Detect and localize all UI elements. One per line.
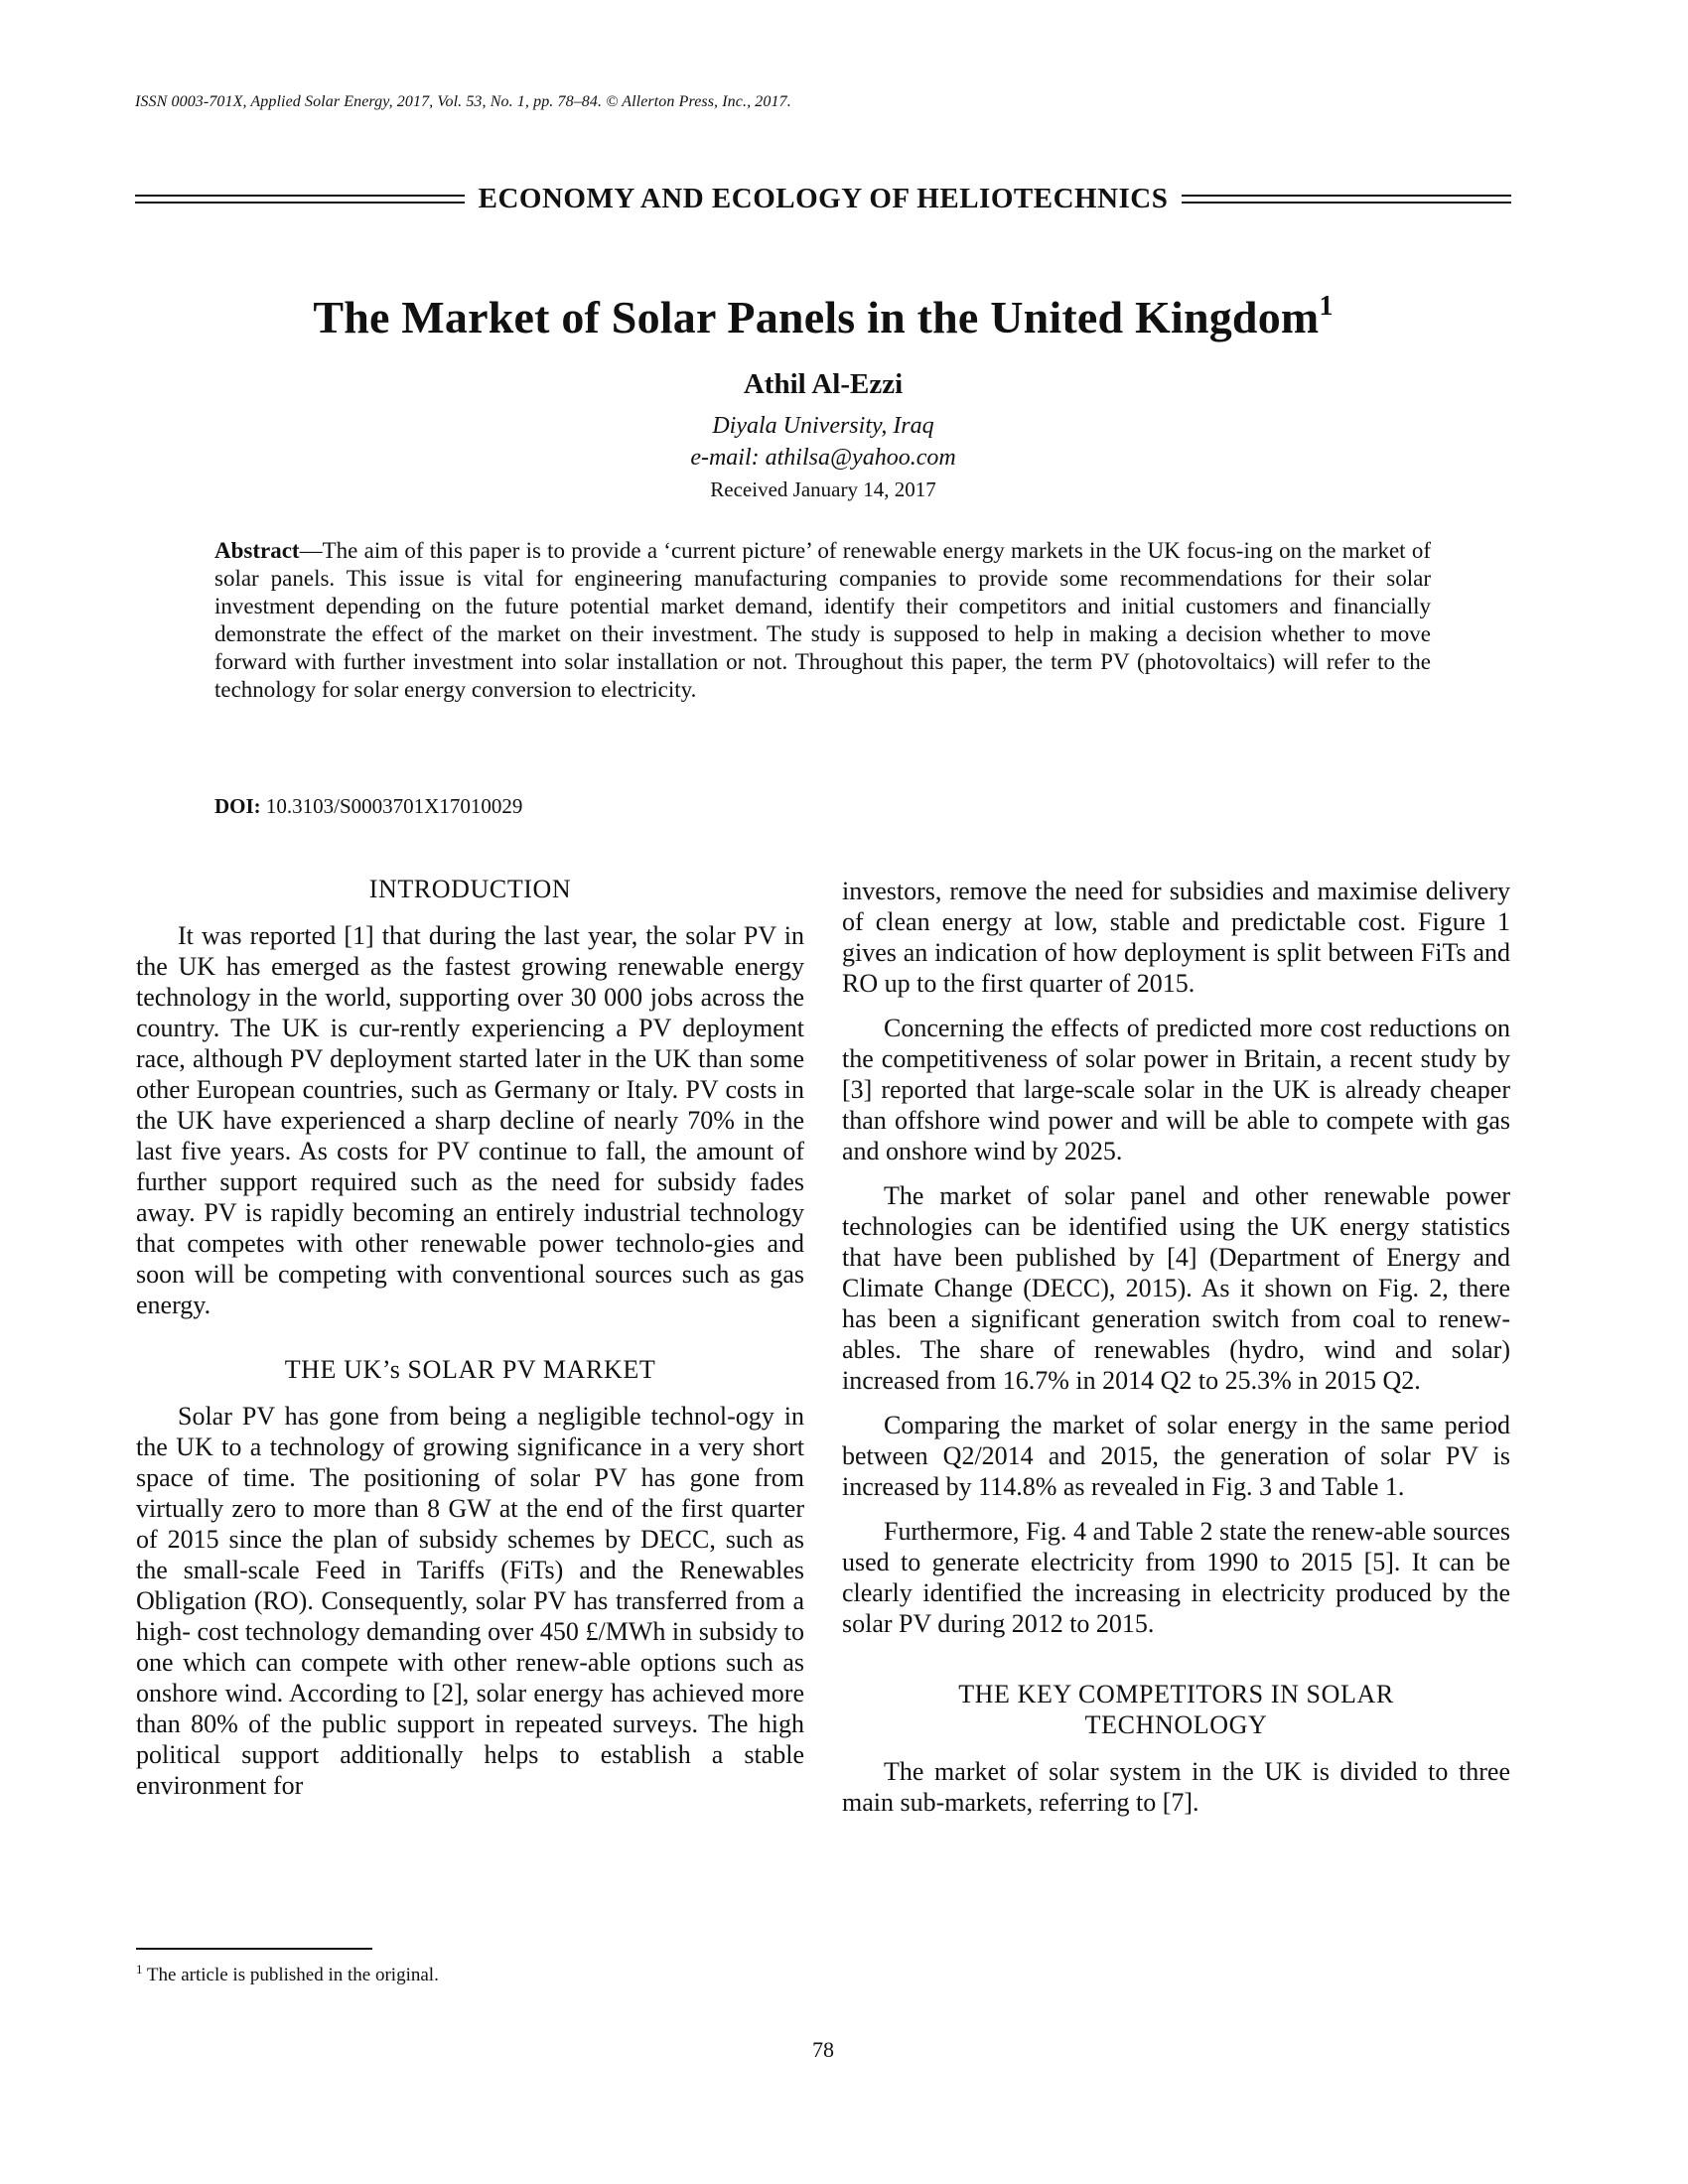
author-name: Athil Al-Ezzi (743, 368, 904, 400)
paragraph: investors, remove the need for subsidies and maximise delivery of clean energy at low, stable and predictable cost. Figure 1 gives an indication of how deployment is split between FiTs and RO up to the first quarter of 2015. (842, 877, 1510, 998)
banner-title: ECONOMY AND ECOLOGY OF HELIOTECHNICS (478, 182, 1169, 214)
received-date: Received January 14, 2017 (710, 478, 936, 501)
heading-key-competitors-line1: THE KEY COMPETITORS IN SOLAR (958, 1680, 1394, 1708)
heading-introduction: INTRODUCTION (368, 875, 572, 903)
title-footnote-mark: 1 (1319, 291, 1334, 322)
footnote-rule (136, 1948, 372, 1950)
banner-rule-right (1182, 195, 1511, 204)
right-column (842, 876, 1510, 1832)
paragraph: Solar PV has gone from being a negligible technol-ogy in the UK to a technology of growing significance in a very short space of time. The positioning of solar PV has gone from virtually zero to more than 8 GW at the end of the first quarter of 2015 since the plan of subsidy schemes by DECC, such as the small-scale Feed in Tariffs (FiTs) and the Renewables Obligation (RO). Consequently, solar PV has transferred from a high- cost technology demanding over 450 £/MWh in subsidy to one which can compete with other renew-able options such as onshore wind. According to [2], solar energy has achieved more than 80% of the public support in repeated surveys. The high political support additionally helps to establish a stable environment for (136, 1402, 804, 1800)
journal-citation: ISSN 0003-701X, Applied Solar Energy, 2017, Vol. 53, No. 1, pp. 78–84. © Allerton Press, Inc., 2017. (135, 93, 791, 110)
heading-uk-solar-pv-market: THE UK’s SOLAR PV MARKET (284, 1355, 656, 1384)
paper-title (135, 291, 1511, 343)
section-banner (135, 179, 1511, 218)
doi (214, 794, 522, 819)
paragraph: Furthermore, Fig. 4 and Table 2 state the renew-able sources used to generate electricity from 1990 to 2015 [5]. It can be clearly identified the increasing in electricity produced by the solar PV during 2012 to 2015. (842, 1517, 1510, 1638)
doi-label: DOI: (214, 794, 261, 818)
abstract (214, 537, 1431, 704)
page-number: 78 (812, 2037, 834, 2062)
paragraph: The market of solar system in the UK is divided to three main sub-markets, referring to [7]. (842, 1757, 1510, 1817)
banner-rule-left (135, 195, 465, 204)
heading-key-competitors-line2: TECHNOLOGY (1084, 1710, 1268, 1739)
footnote-text: The article is published in the original. (146, 1965, 439, 1985)
author-email: e-mail: athilsa@yahoo.com (690, 445, 956, 471)
left-column (136, 874, 804, 1815)
doi-value: 10.3103/S0003701X17010029 (265, 794, 523, 818)
footnote-mark: 1 (136, 1962, 143, 1977)
paragraph: Concerning the effects of predicted more cost reductions on the competitiveness of solar power in Britain, a recent study by [3] reported that large-scale solar in the UK is already cheaper than offshore wind power and will be able to compete with gas and onshore wind by 2025. (842, 1014, 1510, 1165)
paper-title-text: The Market of Solar Panels in the United Kingdom (313, 292, 1320, 342)
footnote (136, 1962, 439, 1986)
author-affiliation: Diyala University, Iraq (712, 413, 934, 439)
paragraph: Comparing the market of solar energy in the same period between Q2/2014 and 2015, the generation of solar PV is increased by 114.8% as revealed in Fig. 3 and Table 1. (842, 1411, 1510, 1501)
paragraph: The market of solar panel and other renewable power technologies can be identified using the UK energy statistics that have been published by [4] (Department of Energy and Climate Change (DECC), 2015). As it shown on Fig. 2, there has been a significant generation switch from coal to renew-ables. The share of renewables (hydro, wind and solar) increased from 16.7% in 2014 Q2 to 25.3% in 2015 Q2. (842, 1181, 1510, 1395)
paragraph: It was reported [1] that during the last year, the solar PV in the UK has emerged as the fastest growing renewable energy technology in the world, supporting over 30 000 jobs across the country. The UK is cur-rently experiencing a PV deployment race, although PV deployment started later in the UK than some other European countries, such as Germany or Italy. PV costs in the UK have experienced a sharp decline of nearly 70% in the last five years. As costs for PV continue to fall, the amount of further support required such as the need for subsidy fades away. PV is rapidly becoming an entirely industrial technology that competes with other renewable power technolo-gies and soon will be competing with conventional sources such as gas energy. (136, 921, 804, 1319)
abstract-text: —The aim of this paper is to provide a ‘current picture’ of renewable energy markets in the UK focus-ing on the market of solar panels. This issue is vital for engineering manufacturing companies to provide some recommendations for their solar investment depending on the future potential market demand, identify their competitors and initial customers and financially demonstrate the effect of the market on their investment. The study is supposed to help in making a decision whether to move forward with further investment into solar installation or not. Throughout this paper, the term PV (photovoltaics) will refer to the technology for solar energy conversion to electricity. (214, 538, 1431, 702)
abstract-label: Abstract (214, 538, 300, 563)
